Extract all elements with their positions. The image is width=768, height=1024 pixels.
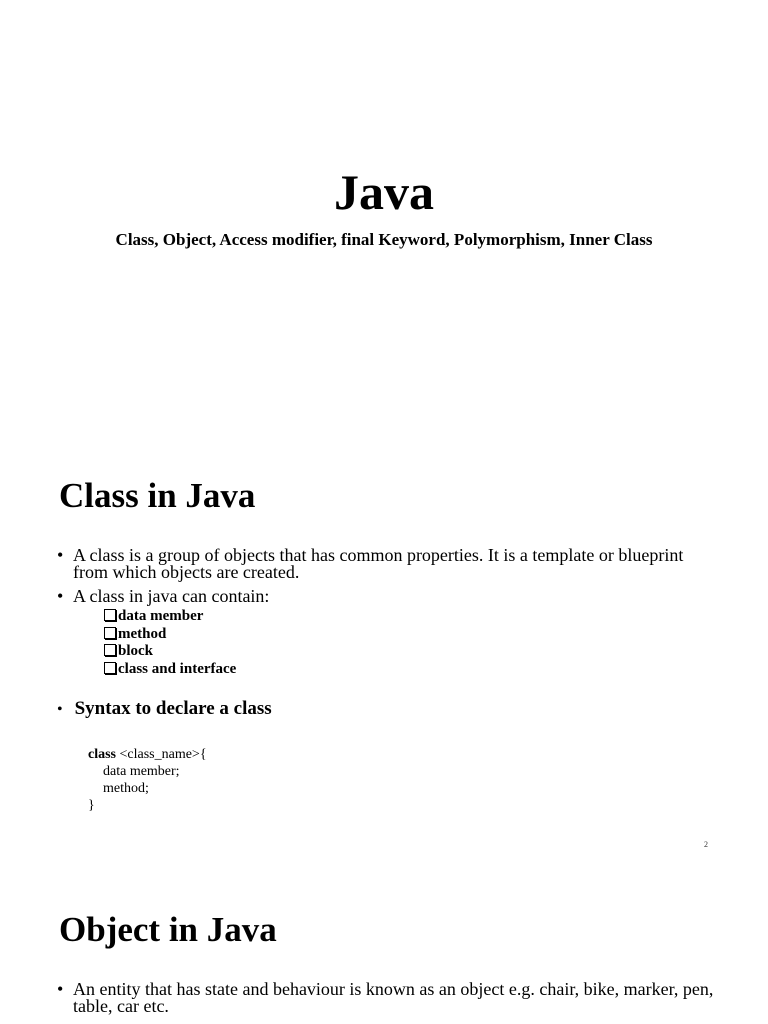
object-slide bbox=[0, 860, 768, 1024]
hollow-square-icon bbox=[104, 644, 116, 656]
bullet-text: A class is a group of objects that has common properties. It is a template or blueprint from which objects are created. bbox=[73, 545, 684, 582]
list-item bbox=[88, 626, 717, 644]
class-heading: Class in Java bbox=[59, 476, 256, 515]
syntax-heading-text: Syntax to declare a class bbox=[74, 698, 272, 719]
bullet-icon: • bbox=[57, 979, 64, 999]
code-line: } bbox=[88, 798, 95, 813]
object-bullet-list bbox=[57, 981, 717, 1015]
content-item-label: method bbox=[118, 625, 167, 642]
code-line: method; bbox=[103, 781, 149, 796]
bullet-text: An entity that has state and behaviour is known as an object e.g. chair, bike, marker, pen, table, car etc. bbox=[73, 979, 714, 1016]
code-keyword: class bbox=[88, 747, 116, 762]
hollow-square-icon bbox=[104, 609, 116, 621]
bullet-text: A class in java can contain: bbox=[73, 586, 270, 606]
code-line bbox=[88, 746, 207, 763]
list-item bbox=[57, 547, 717, 581]
bullet-icon: • bbox=[57, 586, 64, 606]
class-bullet-list bbox=[57, 547, 717, 678]
content-item-label: data member bbox=[118, 608, 204, 624]
code-line: data member; bbox=[103, 764, 180, 779]
page-subtitle: Class, Object, Access modifier, final Keyword, Polymorphism, Inner Class bbox=[115, 230, 653, 249]
page-number: 2 bbox=[704, 840, 708, 849]
code-block bbox=[88, 746, 207, 814]
syntax-heading bbox=[57, 698, 272, 721]
page-title: Java bbox=[334, 164, 434, 220]
code-text: <class_name>{ bbox=[116, 747, 207, 762]
class-contents-list bbox=[88, 608, 717, 678]
content-item-label: block bbox=[118, 643, 154, 659]
bullet-icon: • bbox=[57, 545, 64, 565]
class-slide bbox=[0, 440, 768, 860]
list-item bbox=[57, 588, 717, 678]
list-item bbox=[88, 661, 717, 679]
hollow-square-icon bbox=[104, 662, 116, 674]
title-slide bbox=[0, 0, 768, 440]
object-heading: Object in Java bbox=[59, 910, 277, 949]
hollow-square-icon bbox=[104, 627, 116, 639]
list-item bbox=[88, 608, 717, 626]
bullet-icon: • bbox=[57, 701, 63, 718]
list-item bbox=[88, 643, 717, 661]
list-item bbox=[57, 981, 717, 1015]
content-item-label: class and interface bbox=[118, 660, 237, 677]
